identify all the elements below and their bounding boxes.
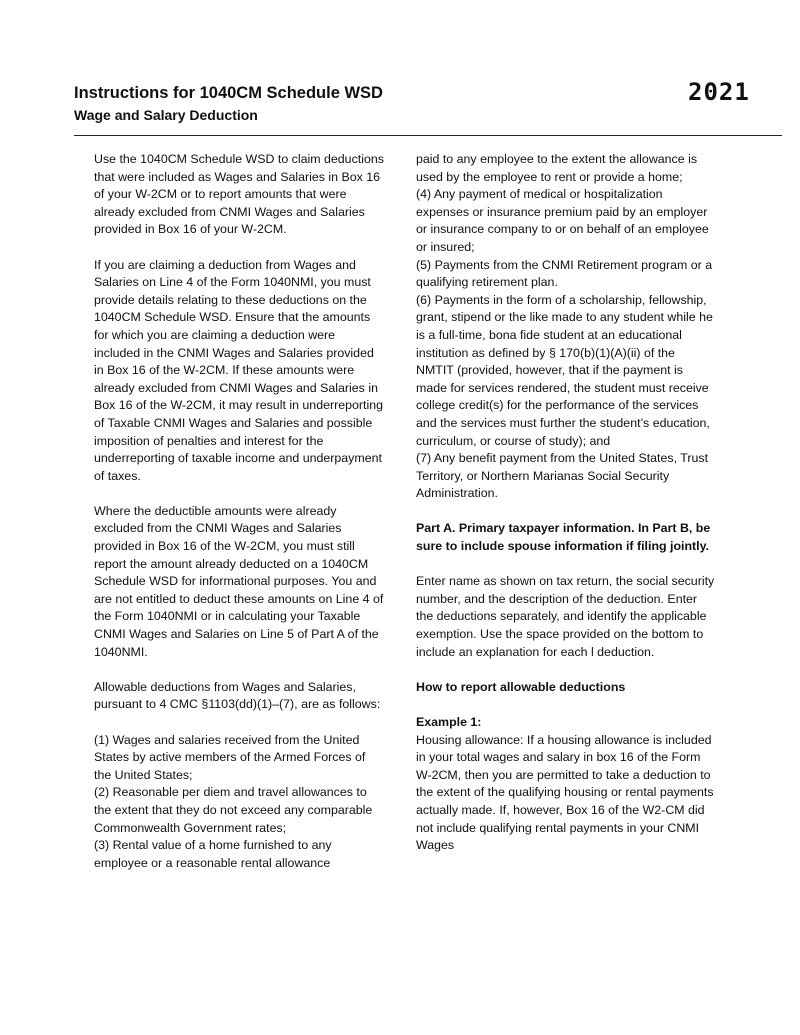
deduction-item-3-continued: paid to any employee to the extent the allowance is used by the employee to rent or provide a home; [416,152,698,184]
how-to-report-heading: How to report allowable deductions [416,679,626,694]
page-subtitle: Wage and Salary Deduction [74,107,258,123]
intro-paragraph: Use the 1040CM Schedule WSD to claim deductions that were included as Wages and Salaries in Box 16 of your W-2CM or to report amounts that were already excluded from CNMI Wages and Salaries provided in Box 16 of your W-2CM. [94,152,384,237]
deduction-item-2: (2) Reasonable per diem and travel allowances to the extent that they do not exceed any comparable Commonwealth Government rates; [94,785,373,835]
part-a-instructions: Enter name as shown on tax return, the social security number, and the description of the deduction. Enter the deductions separately, and identify the applicable exemption. Use the space provided on the bottom to include an explanation for each l deduction. [416,574,715,659]
deduction-item-5: (5) Payments from the CNMI Retirement program or a qualifying retirement plan. [416,257,713,290]
deduction-item-1: (1) Wages and salaries received from the United States by active members of the Armed Forces of the United States; [94,732,366,782]
example-heading: Example 1: [416,715,482,729]
already-excluded-paragraph: Where the deductible amounts were already excluded from the CNMI Wages and Salaries provided in Box 16 of the W-2CM, you must still report the amount already deducted on a 1040CM Schedule WSD for informational purposes. You and are not entitled to deduct these amounts on Line 4 of the Form 1040NMI or in calculating your Taxable CNMI Wages and Salaries on Line 5 of Part A of the 1040NMI. [94,503,384,659]
deduction-item-7: (7) Any benefit payment from the United States, Trust Territory, or Northern Marianas Social Security Administration. [416,451,709,501]
deduction-item-4: (4) Any payment of medical or hospitalization expenses or insurance premium paid by an employer or insurance company to or on behalf of an employee or insured; [416,187,709,254]
claiming-deduction-paragraph: If you are claiming a deduction from Wages and Salaries on Line 4 of the Form 1040NMI, you must provide details relating to these deductions on the 1040CM Schedule WSD. Ensure that the amounts for which you are claiming a deduction were included in the CNMI Wages and Salaries provided in Box 16 of the W-2CM. If these amounts were already excluded from CNMI Wages and Salaries in Box 16 of the W-2CM, it may result in underreporting of Taxable CNMI Wages and Salaries and possible imposition of penalties and interest for the underreporting of taxable income and underpayment of taxes. [94,257,384,483]
right-column [416,151,716,855]
deduction-item-3: (3) Rental value of a home furnished to any employee or a reasonable rental allowance [94,838,332,870]
part-a-heading: Part A. Primary taxpayer information. In Part B, be sure to include spouse information if filing jointly. [416,521,711,554]
deduction-item-6: (6) Payments in the form of a scholarship, fellowship, grant, stipend or the like made to any student while he is a full-time, bona fide student at an educational institution as defined by § 170(b)(1)(A)(ii) of the NMTIT (provided, however, that if the payment is made for services rendered, the student must receive college credit(s) for the performance of the services and the services must further the student’s education, curriculum, or course of study); and [416,292,713,448]
page-title: Instructions for 1040CM Schedule WSD [74,84,383,102]
tax-year: 2021 [688,78,750,106]
allowable-deductions-intro: Allowable deductions from Wages and Salaries, pursuant to 4 CMC §1103(dd)(1)–(7), are as follows: [94,679,381,712]
header-divider [74,135,782,136]
left-column [94,151,384,872]
example-text: Housing allowance: If a housing allowance is included in your total wages and salary in box 16 of the Form W-2CM, then you are permitted to take a deduction to the extent of the qualifying housing or rental payments actually made. If, however, Box 16 of the W2-CM did not include qualifying rental payments in your CNMI Wages [416,732,714,853]
